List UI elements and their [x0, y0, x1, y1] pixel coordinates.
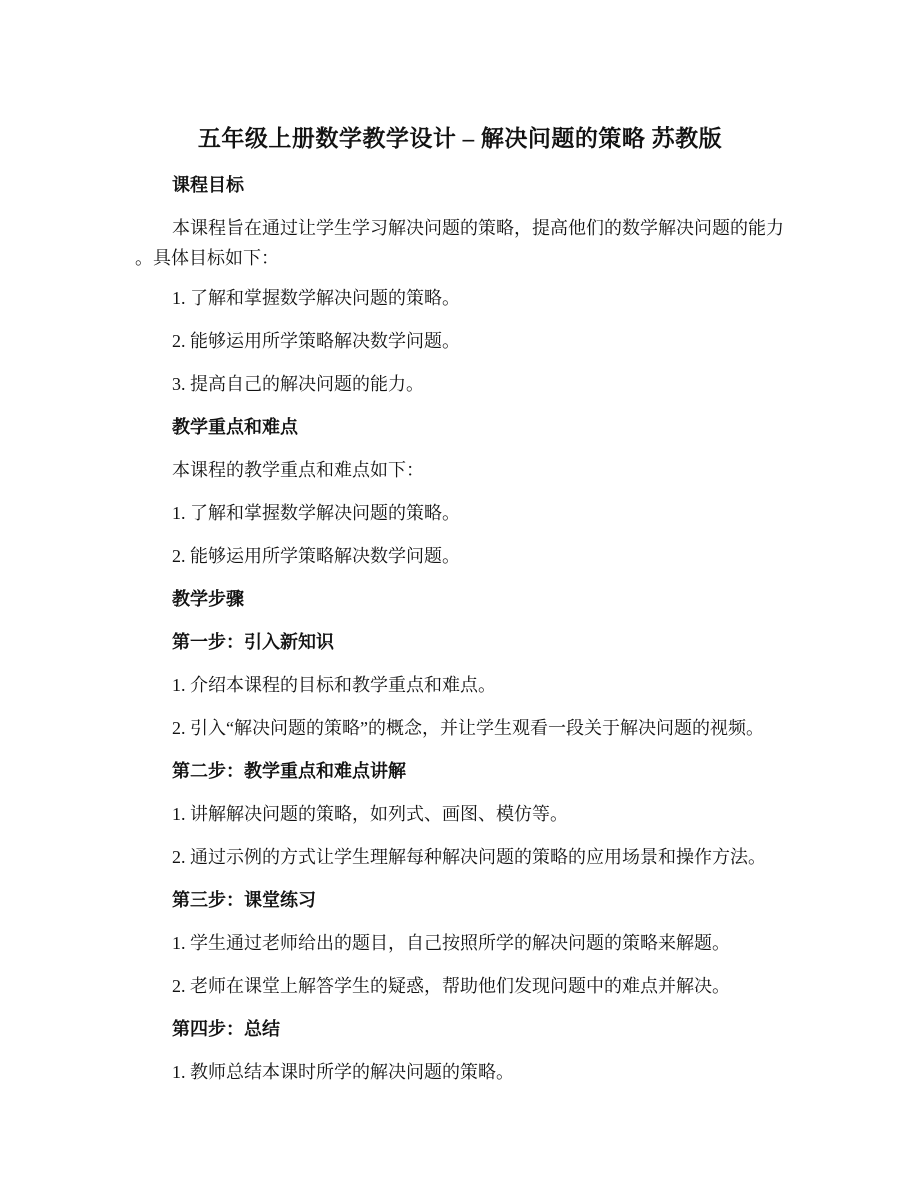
list-item: 1. 了解和掌握数学解决问题的策略。	[172, 288, 460, 308]
document-body	[135, 172, 793, 1086]
list-item: 3. 提高自己的解决问题的能力。	[172, 374, 424, 394]
list-item: 1. 教师总结本课时所学的解决问题的策略。	[172, 1062, 514, 1082]
section-heading-teaching-steps: 教学步骤	[172, 589, 244, 609]
list-item: 1. 讲解解决问题的策略，如列式、画图、模仿等。	[172, 804, 568, 824]
list-item: 1. 学生通过老师给出的题目，自己按照所学的解决问题的策略来解题。	[172, 933, 730, 953]
list-item: 2. 能够运用所学策略解决数学问题。	[172, 331, 460, 351]
paragraph: 本课程的教学重点和难点如下：	[172, 460, 424, 480]
list-item: 1. 介绍本课程的目标和教学重点和难点。	[172, 675, 496, 695]
list-item: 2. 引入“解决问题的策略”的概念，并让学生观看一段关于解决问题的视频。	[172, 718, 764, 738]
step-heading-step2: 第二步：教学重点和难点讲解	[172, 761, 406, 781]
list-item: 1. 了解和掌握数学解决问题的策略。	[172, 503, 460, 523]
document-title: 五年级上册数学教学设计 – 解决问题的策略 苏教版	[197, 126, 723, 151]
step-heading-step3: 第三步：课堂练习	[172, 890, 316, 910]
section-heading-key-points: 教学重点和难点	[172, 417, 298, 437]
paragraph-continuation-line: 。具体目标如下：	[135, 248, 279, 268]
paragraph-line: 本课程旨在通过让学生学习解决问题的策略，提高他们的数学解决问题的能力	[172, 218, 784, 238]
section-heading-course-goals: 课程目标	[172, 175, 244, 195]
step-heading-step4: 第四步：总结	[172, 1019, 280, 1039]
step-heading-step1: 第一步：引入新知识	[172, 632, 334, 652]
list-item: 2. 能够运用所学策略解决数学问题。	[172, 546, 460, 566]
list-item: 2. 老师在课堂上解答学生的疑惑，帮助他们发现问题中的难点并解决。	[172, 976, 730, 996]
list-item: 2. 通过示例的方式让学生理解每种解决问题的策略的应用场景和操作方法。	[172, 847, 766, 867]
